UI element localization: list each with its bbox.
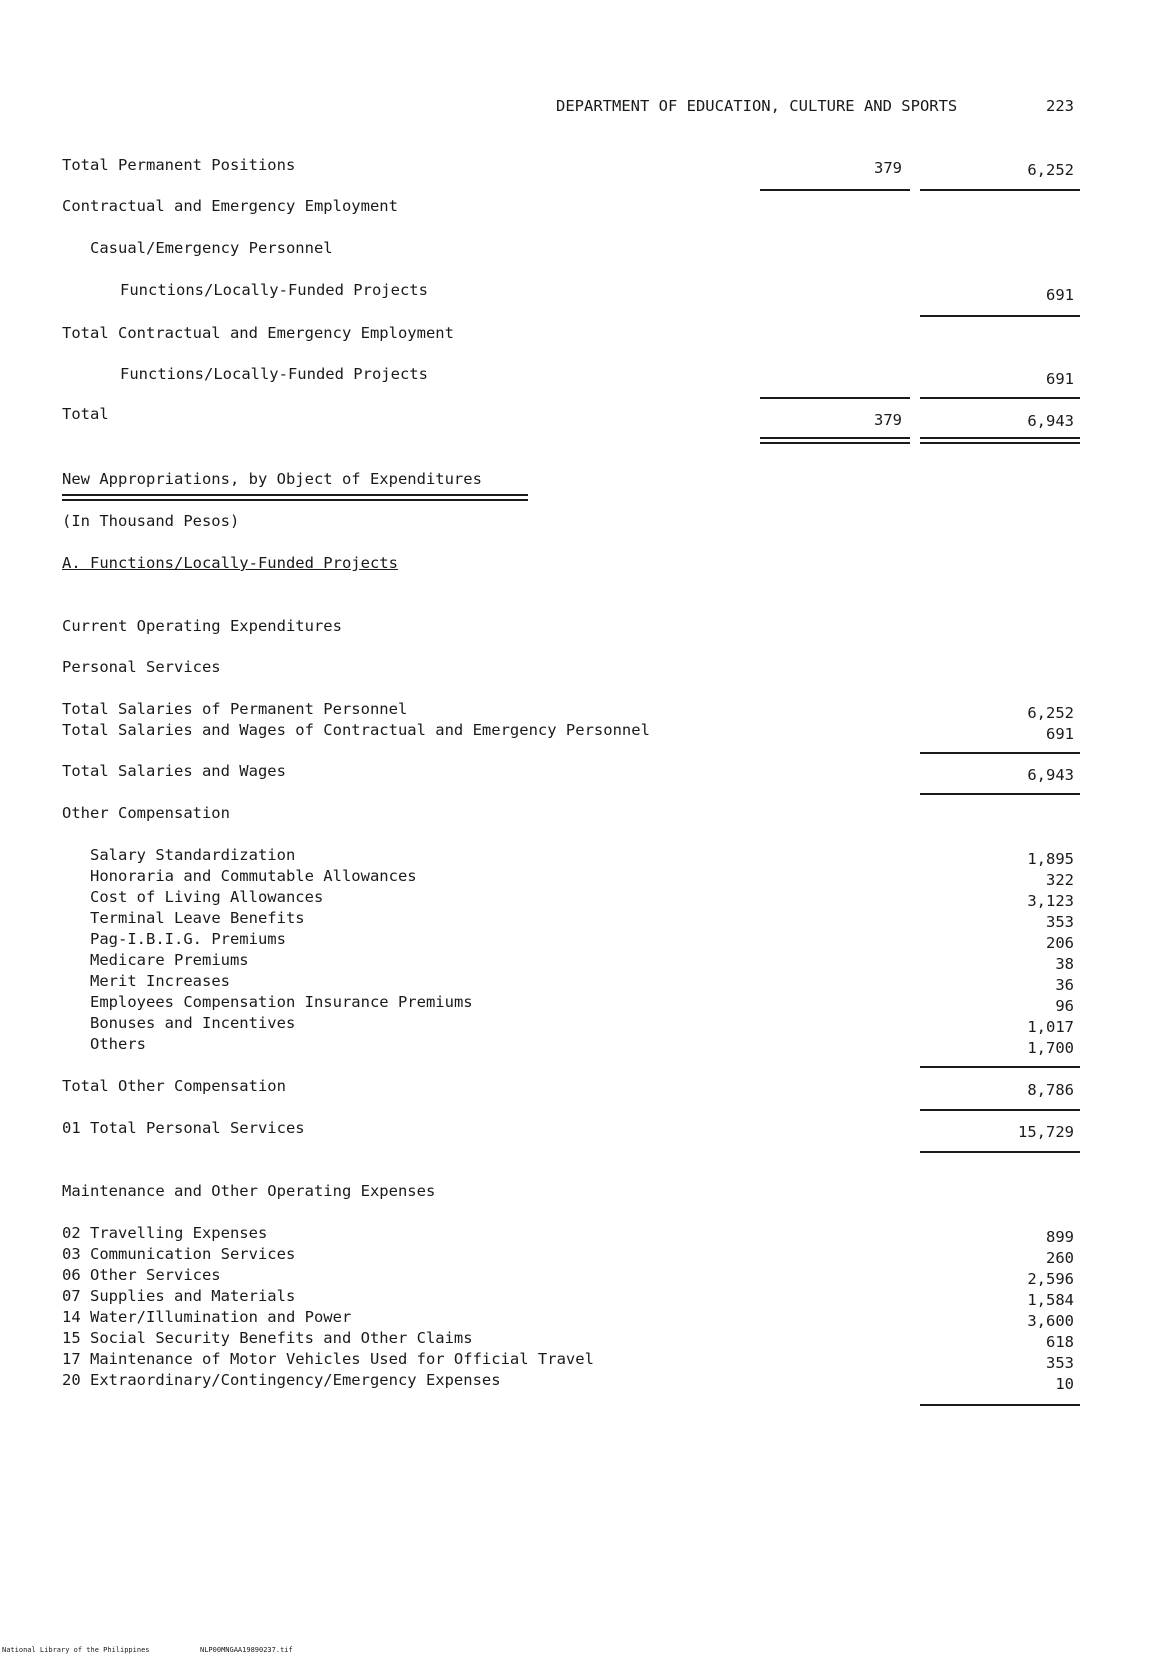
total-personal-services-amount: 15,729 [1018, 1123, 1074, 1141]
mooe-label: 14 Water/Illumination and Power [62, 1308, 352, 1326]
double-rule [920, 437, 1080, 444]
section-a-heading: A. Functions/Locally-Funded Projects [62, 554, 398, 572]
other-compensation-label: Employees Compensation Insurance Premiums [90, 993, 473, 1011]
other-compensation-label: Bonuses and Incentives [90, 1014, 296, 1032]
rule [920, 1151, 1080, 1153]
total-permanent-positions-amount: 6,252 [1027, 161, 1074, 179]
other-compensation-label: Merit Increases [90, 972, 230, 990]
mooe-amount: 353 [1046, 1354, 1074, 1372]
salary-label: Total Salaries of Permanent Personnel [62, 700, 408, 718]
rule [920, 1404, 1080, 1406]
other-compensation-amount: 1,700 [1027, 1039, 1074, 1057]
other-compensation-label: Terminal Leave Benefits [90, 909, 305, 927]
mooe-label: 20 Extraordinary/Contingency/Emergency Expenses [62, 1371, 501, 1389]
other-compensation-amount: 38 [1055, 955, 1074, 973]
footer-file: NLP00MNGAA19890237.tif [200, 1646, 293, 1654]
mooe-heading: Maintenance and Other Operating Expenses [62, 1182, 436, 1200]
other-compensation-amount: 1,895 [1027, 850, 1074, 868]
mooe-amount: 3,600 [1027, 1312, 1074, 1330]
total-contractual-functions-amount: 691 [1046, 370, 1074, 388]
mooe-amount: 618 [1046, 1333, 1074, 1351]
casual-functions-label: Functions/Locally-Funded Projects [120, 281, 428, 299]
mooe-label: 03 Communication Services [62, 1245, 296, 1263]
current-operating-heading: Current Operating Expenditures [62, 617, 342, 635]
total-permanent-positions-label: Total Permanent Positions [62, 156, 296, 174]
total-other-compensation-amount: 8,786 [1027, 1081, 1074, 1099]
total-salaries-amount: 6,943 [1027, 766, 1074, 784]
unit-note: (In Thousand Pesos) [62, 512, 240, 530]
other-compensation-label: Others [90, 1035, 146, 1053]
casual-heading: Casual/Emergency Personnel [90, 239, 333, 257]
other-compensation-label: Salary Standardization [90, 846, 296, 864]
mooe-label: 15 Social Security Benefits and Other Claims [62, 1329, 473, 1347]
mooe-amount: 1,584 [1027, 1291, 1074, 1309]
other-compensation-label: Honoraria and Commutable Allowances [90, 867, 417, 885]
department-title: DEPARTMENT OF EDUCATION, CULTURE AND SPORTS [556, 97, 958, 115]
other-compensation-heading: Other Compensation [62, 804, 230, 822]
rule [920, 189, 1080, 191]
rule [760, 189, 910, 191]
rule [920, 315, 1080, 317]
mooe-label: 07 Supplies and Materials [62, 1287, 296, 1305]
personal-services-heading: Personal Services [62, 658, 221, 676]
contractual-heading: Contractual and Emergency Employment [62, 197, 398, 215]
mooe-label: 06 Other Services [62, 1266, 221, 1284]
total-other-compensation-label: Total Other Compensation [62, 1077, 286, 1095]
total-label: Total [62, 405, 109, 423]
rule [920, 752, 1080, 754]
footer-library: National Library of the Philippines [2, 1646, 150, 1654]
salary-amount: 6,252 [1027, 704, 1074, 722]
rule [760, 397, 910, 399]
other-compensation-label: Cost of Living Allowances [90, 888, 324, 906]
mooe-label: 17 Maintenance of Motor Vehicles Used for Official Travel [62, 1350, 594, 1368]
other-compensation-amount: 1,017 [1027, 1018, 1074, 1036]
mooe-label: 02 Travelling Expenses [62, 1224, 268, 1242]
total-contractual-functions-label: Functions/Locally-Funded Projects [120, 365, 428, 383]
rule [920, 793, 1080, 795]
mooe-amount: 10 [1055, 1375, 1074, 1393]
appropriations-title: New Appropriations, by Object of Expenditures [62, 470, 482, 488]
rule [920, 1109, 1080, 1111]
other-compensation-amount: 206 [1046, 934, 1074, 952]
rule [920, 397, 1080, 399]
mooe-amount: 2,596 [1027, 1270, 1074, 1288]
rule [920, 1066, 1080, 1068]
casual-functions-amount: 691 [1046, 286, 1074, 304]
other-compensation-amount: 3,123 [1027, 892, 1074, 910]
other-compensation-label: Pag-I.B.I.G. Premiums [90, 930, 286, 948]
salary-amount: 691 [1046, 725, 1074, 743]
page-number: 223 [1046, 97, 1074, 115]
total-positions-amount: 6,943 [1027, 412, 1074, 430]
total-contractual-heading: Total Contractual and Emergency Employment [62, 324, 454, 342]
total-personal-services-label: 01 Total Personal Services [62, 1119, 305, 1137]
other-compensation-amount: 322 [1046, 871, 1074, 889]
other-compensation-label: Medicare Premiums [90, 951, 249, 969]
title-double-underline [62, 494, 528, 501]
total-positions-count: 379 [874, 411, 902, 429]
total-salaries-label: Total Salaries and Wages [62, 762, 286, 780]
double-rule [760, 437, 910, 444]
salary-label: Total Salaries and Wages of Contractual and Emergency Personnel [62, 721, 650, 739]
total-permanent-positions-count: 379 [874, 159, 902, 177]
other-compensation-amount: 96 [1055, 997, 1074, 1015]
other-compensation-amount: 36 [1055, 976, 1074, 994]
mooe-amount: 899 [1046, 1228, 1074, 1246]
mooe-amount: 260 [1046, 1249, 1074, 1267]
other-compensation-amount: 353 [1046, 913, 1074, 931]
